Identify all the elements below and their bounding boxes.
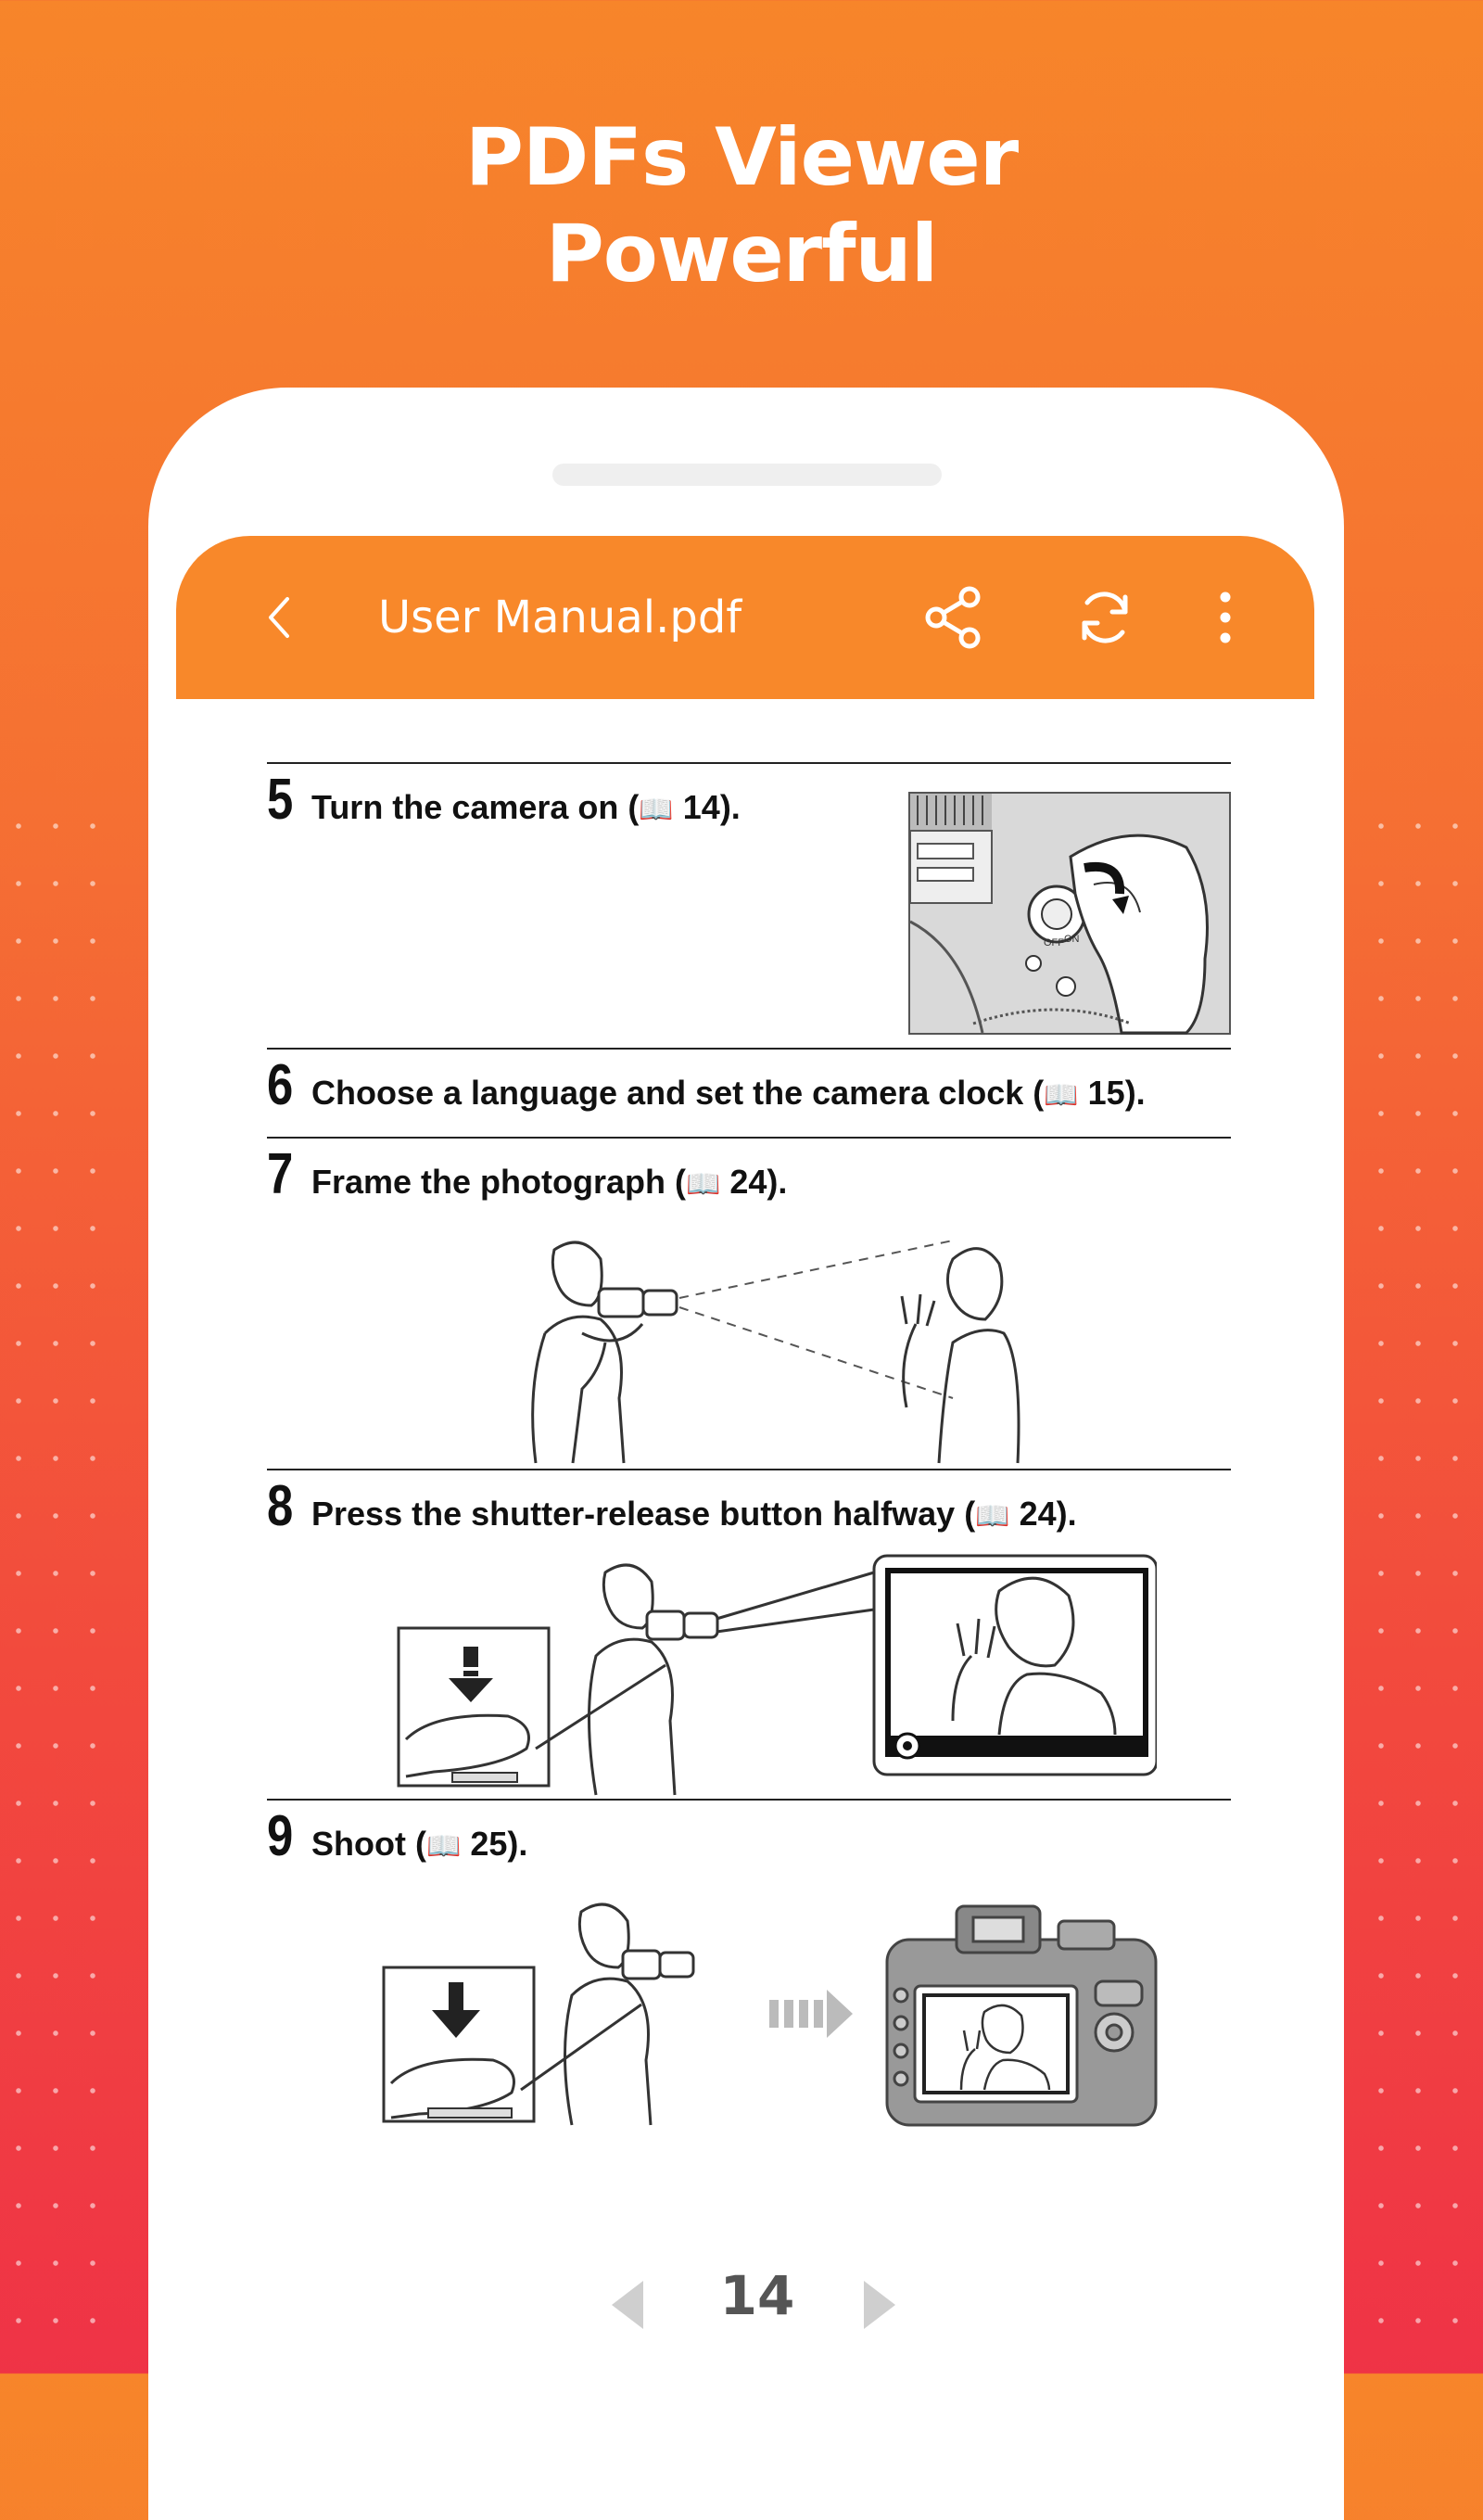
back-button[interactable] — [256, 588, 302, 647]
step-text-end: ). — [507, 1825, 528, 1863]
headline-line-2: Powerful — [545, 208, 938, 300]
page-ref: 15 — [1087, 1074, 1125, 1112]
step-6-heading — [267, 1050, 1231, 1116]
step-text: Choose a language and set the camera clock ( — [311, 1074, 1045, 1112]
page-ref: 25 — [470, 1825, 508, 1863]
step-text: Shoot ( — [311, 1825, 426, 1863]
step-text-end: ). — [1056, 1495, 1077, 1533]
book-icon: 📖 — [425, 1831, 462, 1862]
step-number: 8 — [267, 1474, 294, 1538]
decorative-dots-left — [0, 797, 120, 2374]
step-text-end: ). — [1124, 1074, 1146, 1112]
step-number: 7 — [267, 1142, 294, 1206]
step-7-section — [267, 1137, 1231, 1469]
page-ref: 14 — [682, 788, 720, 826]
phone-frame — [148, 388, 1344, 2520]
step-8-heading — [267, 1470, 1231, 1537]
camera-power-switch-illustration — [908, 792, 1231, 1035]
step-6-section — [267, 1048, 1231, 1137]
step-9-section — [267, 1799, 1231, 2134]
step-7-heading — [267, 1139, 1231, 1205]
refresh-button[interactable] — [1068, 580, 1142, 655]
next-page-icon[interactable] — [855, 2277, 901, 2333]
page-ref: 24 — [1019, 1495, 1057, 1533]
share-icon — [918, 580, 992, 655]
step-text: Turn the camera on ( — [311, 788, 640, 826]
document-title: User Manual.pdf — [378, 592, 742, 643]
step-text-end: ). — [767, 1163, 788, 1201]
more-vert-icon — [1188, 580, 1262, 655]
step-number: 9 — [267, 1804, 294, 1868]
step-text: Press the shutter-release button halfway ( — [311, 1495, 976, 1533]
step-number: 5 — [267, 768, 294, 832]
book-icon: 📖 — [686, 1169, 721, 1200]
back-chevron-icon — [256, 588, 302, 647]
app-toolbar — [176, 536, 1314, 699]
step-5-section — [267, 762, 1231, 1048]
pdf-page[interactable] — [267, 762, 1231, 2134]
book-icon: 📖 — [639, 795, 674, 825]
current-page-number: 14 — [719, 2264, 795, 2327]
share-button[interactable] — [918, 580, 992, 655]
step-text: Frame the photograph ( — [311, 1163, 686, 1201]
step-text-end: ). — [719, 788, 741, 826]
prev-page-icon[interactable] — [606, 2277, 653, 2333]
decorative-dots-right — [1363, 797, 1483, 2374]
step-number: 6 — [267, 1053, 294, 1117]
headline-line-1: PDFs Viewer — [464, 111, 1019, 204]
book-icon: 📖 — [975, 1501, 1010, 1532]
step-8-section — [267, 1469, 1231, 1799]
promo-headline — [0, 109, 1483, 302]
refresh-icon — [1068, 580, 1142, 655]
dial-on-label: ON — [1064, 934, 1080, 945]
page-ref: 24 — [729, 1163, 767, 1201]
more-options-button[interactable] — [1188, 580, 1262, 655]
step-9-heading — [267, 1801, 1231, 1867]
page-navigator — [148, 2259, 1344, 2351]
phone-speaker — [552, 464, 942, 486]
half-press-shutter-illustration — [397, 1554, 1157, 1797]
book-icon: 📖 — [1044, 1080, 1079, 1111]
dial-off-label: OFF — [1044, 937, 1064, 948]
frame-photograph-illustration — [517, 1231, 1036, 1467]
full-press-shoot-illustration — [382, 1893, 1170, 2131]
